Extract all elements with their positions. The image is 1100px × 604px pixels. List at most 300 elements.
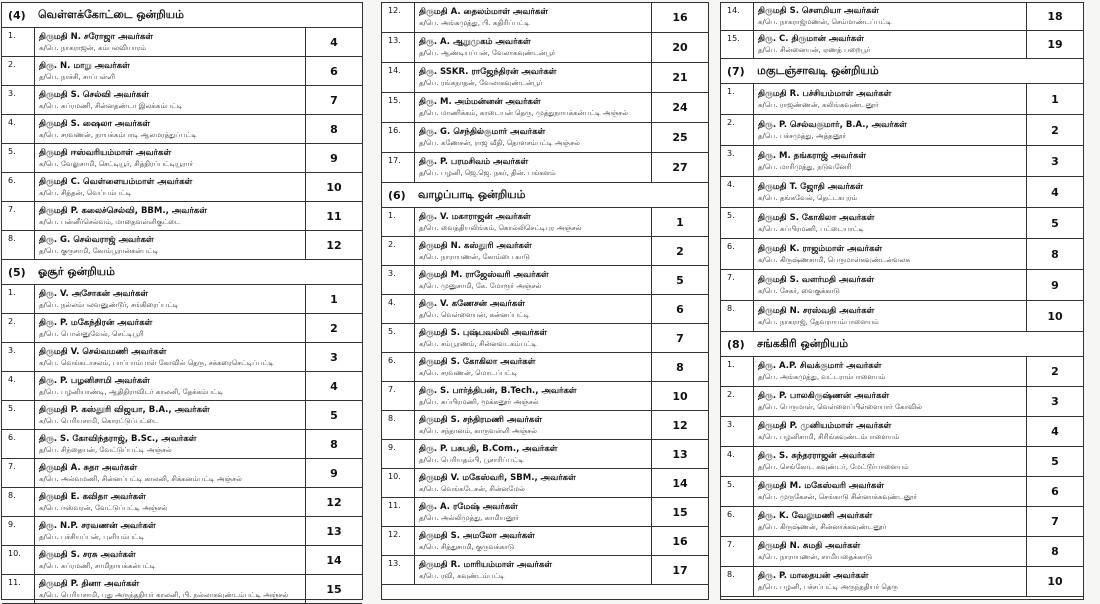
serial-number: 10. (2, 546, 35, 574)
member-name: திரு. K. வேலுமணி அவர்கள் (758, 511, 873, 521)
member-name: திரு. P. பரமசிவம் அவர்கள் (419, 157, 529, 167)
serial-number: 1. (2, 28, 35, 56)
member-name: திருமதி S. சரசு அவர்கள் (39, 549, 136, 560)
member-cell (35, 28, 306, 56)
member-name: திரு. P. பாலகிருஷ்ணன் அவர்கள் (758, 391, 890, 401)
serial-number: 17. (382, 153, 415, 182)
member-address: க/பெ. சுப்பிரமணி, பட்டையாட்டி (758, 224, 864, 233)
ward-number: 9 (330, 466, 338, 480)
serial-number: 5. (721, 208, 754, 238)
member-cell (754, 567, 1027, 596)
table-row (2, 86, 362, 115)
serial-number: 7. (721, 270, 754, 300)
table-row (721, 270, 1083, 301)
ward-number: 4 (1051, 185, 1059, 199)
member-address: க/பெ. அல்வமணி, சின்னப்பட்டி காலனி, சிக்கனம்பட்டி அஞ்சல் (39, 474, 242, 483)
table-row (382, 237, 708, 266)
ward-number: 27 (672, 161, 688, 174)
member-address: க/பெ. பழனிசாமி, சிரிங்கவுண்டம்பாளையம் (758, 433, 900, 441)
ward-number: 8 (330, 437, 338, 451)
member-address: த/பெ. பழனி, ஜெ.ஜெ. நகர், தின். பங்களம் (419, 169, 556, 177)
member-name: திருமதி S. ஷைலா அவர்கள் (39, 118, 151, 129)
member-cell (754, 177, 1027, 207)
section-header (2, 3, 362, 28)
serial-number: 1. (721, 357, 754, 386)
member-address: க/பெ. நாகராஜ்மணன், செம்மாண்டப்பட்டி (758, 18, 892, 26)
member-name: திருமதி M. ராஜேஸ்வரி அவர்கள் (419, 269, 549, 280)
serial-number: 4. (721, 177, 754, 207)
table-row (2, 115, 362, 144)
member-address: க/பெ. சரவணன், நாயக்கம்பாடி ஆலமரத்துப்பட்டி (39, 130, 197, 139)
member-name: திரு. V. மகாராஜன் அவர்கள் (419, 211, 531, 222)
member-address: த/பெ. பச்சியப்பன், புளியம்பட்டி (39, 532, 145, 541)
ward-number: 9 (1051, 278, 1059, 292)
member-cell (754, 537, 1027, 566)
member-address: த/பெ. பெரியதம்பி, பூசாரிப்பட்டி (419, 455, 524, 464)
table-row (721, 387, 1083, 417)
table-row (382, 353, 708, 382)
member-name: திருமதி N. கஸ்தூரி அவர்கள் (419, 240, 532, 251)
serial-number: 14. (382, 63, 415, 92)
member-cell (415, 411, 652, 439)
member-name: திருமதி E. கவிதா அவர்கள் (39, 491, 146, 502)
member-name: திரு. V. கணேசன் அவர்கள் (419, 298, 526, 309)
member-cell (415, 33, 652, 62)
member-address: த/பெ. ஆண்டியப்பன், வேலாகவுண்டன்பூர் (419, 49, 556, 57)
member-address: க/பெ. வேலுசாமி, செட்டியூர், சித்திரப்பட்டியூரார் (39, 159, 194, 168)
serial-number: 4. (382, 295, 415, 323)
member-cell (35, 231, 306, 259)
table-row (2, 144, 362, 173)
column-left (1, 2, 363, 600)
table-row (382, 324, 708, 353)
ward-number: 20 (672, 41, 688, 54)
member-address: த/பெ. பொன்னுவேல், செட்டிபூரி (39, 329, 144, 338)
section-header (382, 183, 708, 208)
member-cell (415, 3, 652, 32)
table-row (2, 401, 362, 430)
serial-number: 7. (382, 382, 415, 410)
ward-number: 5 (330, 408, 338, 422)
member-list (382, 208, 708, 585)
member-cell (754, 301, 1027, 331)
member-cell (754, 507, 1027, 536)
ward-number: 17 (672, 563, 688, 577)
ward-number: 21 (672, 71, 688, 84)
member-address: க/பெ. நாகராஜன், கம்பலவியாரம் (39, 43, 146, 52)
member-address: க/பெ. நாராயணன், கோம்பை காடு (419, 252, 530, 261)
member-address: த/பெ. அல்லிமுத்து, காமியனூர் (419, 513, 519, 522)
member-address: க/பெ. ரவி, கவுண்டம்பட்டி (419, 571, 505, 580)
table-row (721, 84, 1083, 115)
table-row (2, 314, 362, 343)
table-row (721, 567, 1083, 597)
serial-number: 14. (721, 3, 754, 30)
ward-number: 1 (676, 215, 684, 229)
member-cell (35, 430, 306, 458)
member-cell (415, 469, 652, 497)
section-header (2, 260, 362, 285)
serial-number: 9. (2, 517, 35, 545)
member-list (721, 84, 1083, 332)
section-title: சங்ககிரி ஒன்றியம் (757, 336, 849, 350)
member-cell (754, 270, 1027, 300)
member-list (721, 357, 1083, 597)
serial-number: 8. (2, 488, 35, 516)
serial-number: 6. (721, 239, 754, 269)
ward-number: 3 (1051, 395, 1059, 408)
table-row (721, 31, 1083, 59)
member-address: க/பெ. சம்பூரணம், சின்னவடகம்பட்டி (419, 339, 537, 348)
serial-number: 3. (2, 343, 35, 371)
table-row (2, 57, 362, 86)
member-cell (35, 517, 306, 545)
ward-number: 10 (1047, 575, 1063, 588)
member-cell (415, 295, 652, 323)
member-address: க/பெ. சுப்ரமணி, சாமிநாயக்கன்பட்டி (39, 561, 156, 570)
serial-number: 1. (382, 208, 415, 236)
ward-number: 2 (1051, 123, 1059, 137)
member-name: திருமதி S. அமலோ அவர்கள் (419, 530, 535, 541)
member-address: த/பெ. மாரிமுத்து, நடுவனேரி (758, 162, 852, 171)
ward-number: 2 (1051, 365, 1059, 378)
member-name: திரு. S. சுந்தரராஜன் அவர்கள் (758, 451, 875, 461)
member-name: திரு. S. பார்த்திபன், B.Tech., அவர்கள் (419, 385, 577, 396)
section-header (721, 59, 1083, 84)
member-address: த/பெ. சின்னையன், ஏணத் பறைபூர் (758, 46, 871, 54)
table-row (721, 447, 1083, 477)
member-name: திருமதி P. முனியம்மாள் அவர்கள் (758, 421, 892, 431)
member-cell (415, 498, 652, 526)
serial-number: 6. (2, 430, 35, 458)
ward-number: 5 (1051, 455, 1059, 468)
serial-number: 15. (382, 93, 415, 122)
member-name: திரு. S. கோவிந்தராஜ், B.Sc., அவர்கள் (39, 433, 197, 444)
member-name: திருமதி P. கஸ்தூரி விஜயா, B.A., அவர்கள் (39, 404, 210, 415)
ward-number: 13 (326, 524, 342, 538)
member-address: க/பெ. முனுசாமி, கே. மோரூர் அஞ்சல் (419, 281, 542, 290)
serial-number: 5. (2, 144, 35, 172)
serial-number: 12. (382, 3, 415, 32)
member-name: திருமதி S. சௌமியா அவர்கள் (758, 6, 880, 16)
member-address: த/பெ. சிந்தையன், வேட்டுப்பட்டி அஞ்சல் (39, 445, 172, 454)
serial-number: 8. (2, 231, 35, 259)
member-address: க/பெ. சுப்ரமணி, சின்னதண்டா இலக்கம்பட்டி (39, 101, 183, 110)
section-number: (6) (388, 188, 406, 202)
member-cell (754, 3, 1027, 30)
ward-number: 24 (672, 101, 688, 114)
ward-number: 9 (330, 151, 338, 165)
serial-number: 6. (382, 353, 415, 381)
table-row (721, 357, 1083, 387)
member-cell (35, 459, 306, 487)
member-name: திருமதி S. வளர்மதி அவர்கள் (758, 274, 875, 285)
ward-number: 8 (1051, 247, 1059, 261)
member-address: க/பெ. தங்கவேல், தெட்டகபுரம் (758, 193, 858, 202)
ward-number: 10 (326, 180, 342, 194)
member-cell (415, 556, 652, 584)
section-title: வெள்ளக்கோட்டை ஒன்றியம் (38, 7, 184, 21)
ward-number: 5 (1051, 216, 1059, 230)
member-name: திரு. N. மாறு அவர்கள் (39, 60, 130, 71)
ward-number: 16 (672, 11, 688, 24)
section-title: வாழப்பாடி ஒன்றியம் (418, 187, 526, 201)
member-name: திருமதி V. செல்வமணி அவர்கள் (39, 346, 167, 357)
member-cell (35, 372, 306, 400)
serial-number: 7. (721, 537, 754, 566)
table-row (721, 146, 1083, 177)
section-title: ஓசூர் ஒன்றியம் (38, 264, 115, 278)
member-cell (35, 401, 306, 429)
table-row (2, 459, 362, 488)
member-address: த/பெ. கிருஷ்ணன், சின்னாக்கவுண்டனூர் (758, 523, 887, 531)
ward-number: 1 (1051, 92, 1059, 106)
member-address: க/பெ. சித்தன், வெப்பம்பட்டி (39, 188, 132, 197)
member-address: க/பெ. சேகர், வைகுக்காடு (758, 286, 840, 295)
serial-number: 12. (382, 527, 415, 555)
ward-number: 8 (1051, 545, 1059, 558)
member-address: த/பெ. செங்கோட கவுண்டர், மேட்டூர்பாளையம் (758, 463, 909, 471)
member-name: திருமதி S. கோகிலா அவர்கள் (758, 212, 875, 223)
section-number: (5) (8, 265, 26, 279)
table-row (382, 498, 708, 527)
member-name: திரு. P. பசுபதி, B.Com., அவர்கள் (419, 443, 558, 454)
table-row (382, 123, 708, 153)
ward-number: 2 (676, 244, 684, 258)
member-name: திருமதி N. சுமதி அவர்கள் (758, 541, 861, 551)
table-row (382, 469, 708, 498)
ward-number: 3 (330, 350, 338, 364)
serial-number: 11. (2, 575, 35, 603)
member-cell (754, 417, 1027, 446)
member-name: திருமதி M. மகேஸ்வரி அவர்கள் (758, 481, 885, 491)
ward-number: 10 (1047, 309, 1063, 323)
ward-number: 19 (1047, 38, 1063, 51)
ward-number: 8 (330, 122, 338, 136)
member-name: திருமதி ஈஸ்வரியம்மாள் அவர்கள் (39, 147, 172, 158)
member-name: திருமதி A. தைலம்மாள் அவர்கள் (419, 7, 549, 17)
serial-number: 4. (721, 447, 754, 476)
table-row (2, 546, 362, 575)
member-name: திருமதி S. செல்வி அவர்கள் (39, 89, 150, 100)
member-list (2, 28, 362, 260)
member-address: க/பெ. ராஜண்ணன், கலிங்கவுண்டனூர் (758, 100, 879, 109)
serial-number: 9. (382, 440, 415, 468)
ward-number: 11 (326, 209, 342, 223)
member-name: திரு. G. செல்வராஜ் அவர்கள் (39, 234, 154, 245)
member-cell (754, 208, 1027, 238)
ward-number: 13 (672, 447, 688, 461)
member-address: த/பெ. கணேசன், ராஜ வீதி, தொளசம்பட்டி அஞ்சல் (419, 139, 580, 147)
member-address: த/பெ. பச்சமுத்து, அத்தனூர் (758, 131, 847, 140)
member-cell (754, 84, 1027, 114)
table-row (382, 153, 708, 183)
table-row (2, 231, 362, 260)
member-cell (35, 285, 306, 313)
ward-number: 12 (672, 418, 688, 432)
table-row (721, 177, 1083, 208)
member-cell (415, 208, 652, 236)
serial-number: 1. (721, 84, 754, 114)
serial-number: 4. (2, 372, 35, 400)
member-address: க/பெ. பன்னீர்செல்வம், மாதைவள்ளிகுட்டை (39, 217, 181, 226)
table-row (382, 295, 708, 324)
ward-number: 1 (330, 292, 338, 306)
ward-number: 6 (676, 302, 684, 316)
member-name: திருமதி A. சுதா அவர்கள் (39, 462, 138, 473)
member-name: திருமதி K. ராஜம்மாள் அவர்கள் (758, 243, 883, 254)
ward-number: 6 (1051, 485, 1059, 498)
table-row (2, 517, 362, 546)
member-name: திரு. P. செல்வகுமார், B.A., அவர்கள் (758, 119, 907, 130)
table-row (382, 411, 708, 440)
member-cell (754, 146, 1027, 176)
member-name: திரு. M. அம்மன்னன் அவர்கள் (419, 97, 541, 107)
member-name: திரு. M. தங்கராஜ் அவர்கள் (758, 150, 867, 161)
table-row (2, 173, 362, 202)
member-cell (415, 237, 652, 265)
member-address: த/பெ. சுப்பிரமணி, மூக்கனூர் அஞ்சல் (419, 397, 539, 406)
member-cell (754, 239, 1027, 269)
member-name: திருமதி T. ஜோதி அவர்கள் (758, 181, 863, 192)
serial-number: 15. (721, 31, 754, 58)
table-row (2, 285, 362, 314)
member-cell (754, 115, 1027, 145)
member-address: த/பெ. நல்லம்பலவனுண்டூர், சங்கிரைப்பட்டி (39, 300, 179, 309)
member-cell (754, 31, 1027, 58)
ward-number: 14 (326, 553, 342, 567)
member-cell (754, 387, 1027, 416)
table-row (382, 527, 708, 556)
member-name: திருமதி R. பச்சியம்மாள் அவர்கள் (758, 88, 892, 99)
table-row (382, 208, 708, 237)
member-cell (35, 314, 306, 342)
ward-number: 7 (1051, 515, 1059, 528)
member-cell (415, 93, 652, 122)
section-title: மகுடஞ்சாவடி ஒன்றியம் (757, 63, 879, 77)
table-row (382, 556, 708, 585)
member-cell (415, 440, 652, 468)
member-cell (35, 488, 306, 516)
member-cell (415, 527, 652, 555)
member-cell (35, 86, 306, 114)
serial-number: 5. (2, 401, 35, 429)
member-name: திரு. N.P. சரவணன் அவர்கள் (39, 520, 156, 531)
ward-number: 8 (676, 360, 684, 374)
member-cell (35, 575, 306, 603)
member-address: க/பெ. பெரியசாமி, கொரட்டுப்பட்டை (39, 416, 159, 425)
member-name: திருமதி N. சரஸ்வதி அவர்கள் (758, 305, 875, 316)
member-address: த/பெ. பழனி, பச்சப்பட்டி அருந்ததியர் தெரு (758, 583, 898, 591)
member-name: திரு. SSKR. ராஜேந்திரன் அவர்கள் (419, 67, 557, 77)
serial-number: 10. (382, 469, 415, 497)
ward-number: 15 (326, 582, 342, 596)
serial-number: 6. (721, 507, 754, 536)
member-name: திரு. P. பழனிசாமி அவர்கள் (39, 375, 150, 386)
table-row (2, 488, 362, 517)
ward-number: 7 (676, 331, 684, 345)
serial-number: 4. (2, 115, 35, 143)
member-address: க/பெ. பெரியசாமி, புது அருந்ததியர் காலனி, பி. நல்லாகவுண்டம்பட்டி அஞ்சல் (39, 590, 289, 599)
member-cell (415, 382, 652, 410)
section-number: (8) (727, 337, 745, 351)
member-cell (754, 357, 1027, 386)
member-cell (35, 115, 306, 143)
table-row (721, 3, 1083, 31)
member-name: திரு. C. திருமான் அவர்கள் (758, 34, 864, 44)
member-name: திருமதி S. கோகிலா அவர்கள் (419, 356, 536, 367)
serial-number: 2. (2, 314, 35, 342)
member-address: க/பெ. நாராயணன், சாமியதைக்காடு (758, 553, 872, 561)
member-cell (415, 123, 652, 152)
serial-number: 13. (382, 556, 415, 584)
member-address: த/பெ. வைத்தியலிங்கம், கொல்லிசெட்டிபுர அஞ்சல் (419, 223, 582, 232)
member-cell (35, 173, 306, 201)
member-name: திருமதி S. சந்திரமணி அவர்கள் (419, 414, 543, 425)
member-address: த/பெ. நாச்சி, சாப்பள்ளி (39, 72, 115, 81)
ward-number: 12 (326, 495, 342, 509)
table-row (721, 208, 1083, 239)
table-row (382, 33, 708, 63)
member-cell (35, 144, 306, 172)
member-name: திருமதி C. வெள்ளையம்மாள் அவர்கள் (39, 176, 193, 187)
member-name: திருமதி R. மாரியம்மாள் அவர்கள் (419, 559, 553, 570)
table-row (721, 537, 1083, 567)
table-row (2, 430, 362, 459)
member-address: க/பெ. ஈஸ்வரன், வேட்டுப்பட்டி அஞ்சல் (39, 503, 168, 512)
table-row (382, 266, 708, 295)
member-list (382, 3, 708, 183)
serial-number: 8. (382, 411, 415, 439)
member-address: க/பெ. நாகராஜ், தேவராயம்பாளையம் (758, 317, 879, 326)
serial-number: 7. (2, 459, 35, 487)
member-address: க/பெ. சரவணன், மொடப்பட்டி (419, 368, 518, 377)
member-cell (35, 343, 306, 371)
serial-number: 1. (2, 285, 35, 313)
member-name: திரு. P. மகேந்திரன் அவர்கள் (39, 317, 153, 328)
serial-number: 3. (2, 86, 35, 114)
serial-number: 11. (382, 498, 415, 526)
member-address: க/பெ. முருகேசன், செங்காடு சின்னாக்கவுண்டனூர் (758, 493, 917, 501)
member-address: க/பெ. சந்தானம், காருவள்ளி அஞ்சல் (419, 426, 537, 435)
ward-number: 4 (330, 379, 338, 393)
column-right (720, 2, 1084, 600)
table-row (2, 202, 362, 231)
member-name: திருமதி V. மகேஸ்வரி, SBM., அவர்கள் (419, 472, 576, 483)
ward-number: 7 (330, 93, 338, 107)
member-address: த/பெ. ரங்கநாதன், வேலாகவுண்டன்பூர் (419, 79, 543, 87)
member-address: க/பெ. கிருஷ்ணசாமி, பெருமாள்கவுண்டன்வலசு (758, 255, 911, 264)
member-address: த/பெ. வெள்ளையன், கன்னப்பட்டி (419, 310, 530, 319)
ward-number: 3 (1051, 154, 1059, 168)
member-cell (415, 324, 652, 352)
ward-number: 5 (676, 273, 684, 287)
member-address: க/பெ. அங்கமுத்து, பி. கதிரிப்பட்டி (419, 19, 530, 27)
member-cell (754, 447, 1027, 476)
serial-number: 2. (382, 237, 415, 265)
member-name: திரு. P. மாதையன் அவர்கள் (758, 571, 869, 581)
member-name: திரு. A. ரமேஷ் அவர்கள் (419, 501, 518, 512)
member-name: திரு. A.P. சிவக்குமார் அவர்கள் (758, 361, 882, 371)
member-cell (415, 63, 652, 92)
member-name: திரு. A. ஆறுமுகம் அவர்கள் (419, 37, 531, 47)
table-row (721, 417, 1083, 447)
serial-number: 3. (382, 266, 415, 294)
member-cell (415, 353, 652, 381)
serial-number: 7. (2, 202, 35, 230)
serial-number: 8. (721, 567, 754, 596)
ward-number: 4 (1051, 425, 1059, 438)
